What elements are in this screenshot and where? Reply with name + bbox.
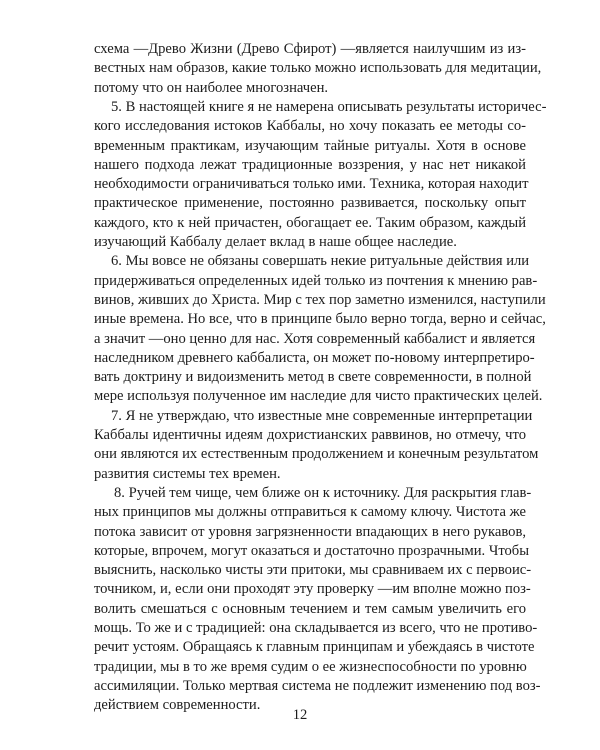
text-line: иные времена. Но все, что в принципе было верно тогда, верно и сейчас, [94, 311, 546, 328]
text-line: ных принципов мы должны отправиться к самому ключу. Чистота же [94, 504, 526, 521]
text-line: изучающий Каббалу делает вклад в наше общее наследие. [94, 234, 457, 250]
text-line: потока зависит от уровня загрязненности впадающих в него рукавов, [94, 523, 526, 540]
text-line: необходимости ограничиваться только ими. Техника, которая находит [94, 176, 529, 193]
text-line: традиции, мы в то же время судим о ее жизнеспособности по уровню [94, 658, 527, 675]
text-line: придерживаться определенных идей только из почтения к мнению рав- [94, 272, 538, 289]
text-line: винов, живших до Христа. Мир с тех пор заметно изменился, наступили [94, 291, 546, 308]
text-line: Каббалы идентичны идеям дохристианских раввинов, но отмечу, что [94, 427, 526, 443]
text-line: кого исследования истоков Каббалы, но хочу показать ее методы со- [94, 118, 526, 135]
text-line: ассимиляции. Только мертвая система не подлежит изменению под воз- [94, 677, 541, 694]
text-line: временным практикам, изучающим тайные ритуалы. Хотя в основе [94, 137, 526, 154]
text-line: мере используя полученное им наследие для чисто практических целей. [94, 388, 543, 405]
text-line: 6. Мы вовсе не обязаны совершать некие ритуальные действия или [111, 253, 530, 270]
text-line: которые, впрочем, могут оказаться и достаточно прозрачными. Чтобы [94, 542, 530, 559]
page-number: 12 [292, 707, 308, 723]
text-line: нашего подхода лежат традиционные воззрения, у нас нет никакой [94, 156, 526, 173]
text-line: точником, и, если они проходят эту проверку —им вполне можно поз- [94, 581, 531, 598]
text-line: схема —Древо Жизни (Древо Сфирот) —является наилучшим из из- [94, 41, 526, 57]
text-line: 5. В настоящей книге я не намерена описывать результаты историчес- [111, 98, 547, 115]
text-line: потому что он наиболее многозначен. [94, 79, 329, 96]
text-line: вать доктрину и видоизменить метод в свете современности, в полной [94, 369, 532, 386]
text-line: они являются их естественным продолжением и конечным результатом [94, 446, 539, 463]
text-line: мощь. То же и с традицией: она складывается из всего, что не противо- [94, 620, 538, 636]
text-line: выяснить, насколько чисты эти притоки, мы сравниваем их с первоис- [94, 562, 532, 579]
text-line: практическое применение, постоянно развивается, поскольку опыт [94, 195, 526, 212]
text-line: действием современности. [94, 697, 261, 714]
text-line: а значит —оно ценно для нас. Хотя современный каббалист и является [94, 330, 536, 347]
text-line: развития системы тех времен. [94, 465, 281, 482]
text-line: наследником древнего каббалиста, он может по-новому интерпретиро- [94, 349, 535, 366]
text-line: 8. Ручей тем чище, чем ближе он к источнику. Для раскрытия глав- [114, 484, 532, 501]
text-line: речит устоям. Обращаясь к главным принципам и убеждаясь в чистоте [94, 639, 535, 656]
text-line: каждого, кто к ней причастен, обогащает ее. Таким образом, каждый [94, 214, 526, 231]
text-line: 7. Я не утверждаю, что известные мне современные интерпретации [111, 407, 533, 424]
text-line: вестных нам образов, какие только можно использовать для медитации, [94, 60, 542, 77]
text-line: волить смешаться с основным течением и тем самым увеличить его [94, 600, 526, 617]
